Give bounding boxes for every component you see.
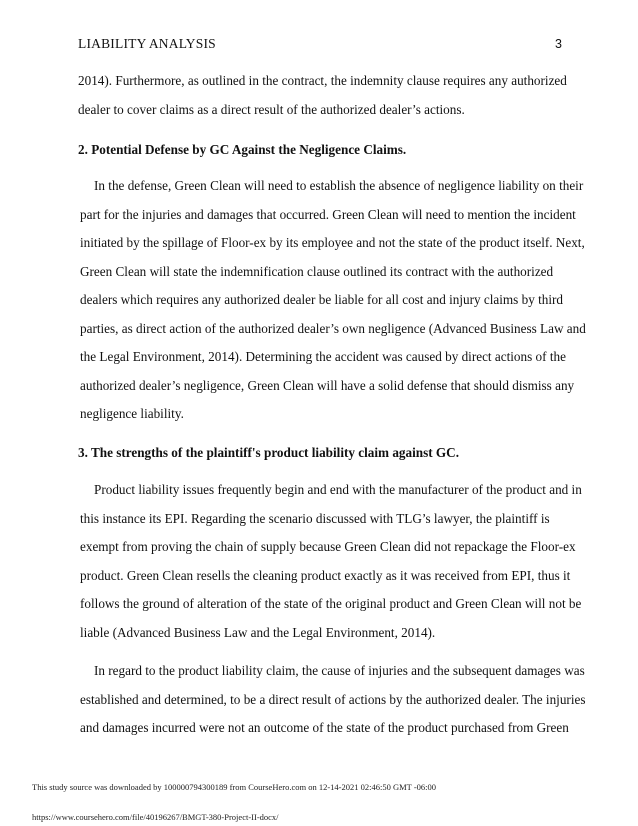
body-line: part for the injuries and damages that occurred. Green Clean will need to mention the incident xyxy=(80,207,576,222)
body-line: liable (Advanced Business Law and the Legal Environment, 2014). xyxy=(80,625,436,640)
body-line: and damages incurred were not an outcome of the state of the product purchased from Green xyxy=(80,720,569,735)
body-line: the Legal Environment, 2014). Determining the accident was caused by direct actions of the xyxy=(80,349,566,364)
running-head: LIABILITY ANALYSIS xyxy=(78,36,216,51)
body-line: Green Clean will state the indemnification clause outlined its contract with the authorized xyxy=(80,264,554,279)
body-line: Product liability issues frequently begin and end with the manufacturer of the product and in xyxy=(94,482,582,497)
body-line: parties, as direct action of the authorized dealer’s own negligence (Advanced Business Law and xyxy=(80,321,586,336)
body-line: follows the ground of alteration of the state of the original product and Green Clean will not be xyxy=(80,596,582,611)
body-line: dealer to cover claims as a direct result of the authorized dealer’s actions. xyxy=(78,102,465,117)
body-line: In the defense, Green Clean will need to establish the absence of negligence liability on their xyxy=(94,178,584,193)
source-note: This study source was downloaded by 100000794300189 from CourseHero.com on 12-14-2021 02:46:50 GMT -06:00 xyxy=(32,782,437,792)
page-number: 3 xyxy=(555,37,562,51)
body-line: In regard to the product liability claim, the cause of injuries and the subsequent damages was xyxy=(94,663,585,678)
body-line: this instance its EPI. Regarding the scenario discussed with TLG’s lawyer, the plaintiff is xyxy=(80,511,550,526)
body-line: dealers which requires any authorized dealer be liable for all cost and injury claims by third xyxy=(80,292,563,307)
body-line: initiated by the spillage of Floor-ex by its employee and not the state of the product itself. Next, xyxy=(80,235,585,250)
section-heading: 2. Potential Defense by GC Against the Negligence Claims. xyxy=(78,142,407,157)
body-line: 2014). Furthermore, as outlined in the contract, the indemnity clause requires any authorized xyxy=(78,73,567,88)
body-line: authorized dealer’s negligence, Green Clean will have a solid defense that should dismiss any xyxy=(80,378,575,393)
source-url[interactable]: https://www.coursehero.com/file/40196267/BMGT-380-Project-II-docx/ xyxy=(32,812,279,822)
body-line: exempt from proving the chain of supply because Green Clean did not repackage the Floor-ex xyxy=(80,539,576,554)
section-heading: 3. The strengths of the plaintiff's product liability claim against GC. xyxy=(78,445,460,460)
body-line: product. Green Clean resells the cleaning product exactly as it was received from EPI, thus it xyxy=(80,568,571,583)
body-line: established and determined, to be a direct result of actions by the authorized dealer. The injuries xyxy=(80,692,586,707)
body-line: negligence liability. xyxy=(80,406,184,421)
